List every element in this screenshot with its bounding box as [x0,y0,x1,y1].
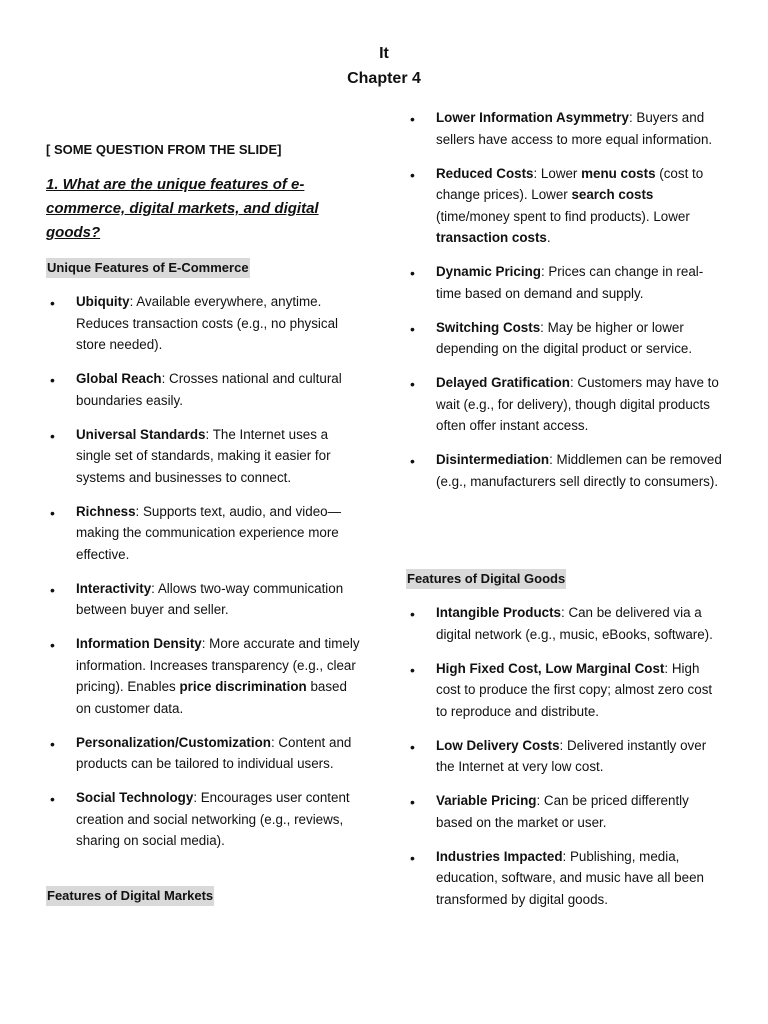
list-item: • Disintermediation: Middlemen can be removed (e.g., manufacturers sell directly to consumers). [410,452,722,489]
bullet-icon: • [410,376,415,392]
bullet-icon: • [50,427,55,444]
chapter-title: Chapter 4 [347,70,421,87]
list-item: • Universal Standards: The Internet uses a single set of standards, making it easier for systems and businesses to connect. [50,426,331,485]
list-item: • Reduced Costs: Lower menu costs (cost to change prices). Lower search costs (time/money spent to find products). Lower transaction costs. [410,165,704,245]
ecommerce-list [46,291,364,864]
list-item: • Global Reach: Crosses national and cultural boundaries easily. [50,371,342,408]
list-item: • Low Delivery Costs: Delivered instantly over the Internet at very low cost. [410,737,707,774]
bullet-icon: • [50,637,55,653]
list-item: • Richness: Supports text, audio, and video—making the communication experience more effective. [50,503,341,562]
list-item: • High Fixed Cost, Low Marginal Cost: High cost to produce the first copy; almost zero cost to reproduce and distribute. [410,660,713,719]
bullet-icon: • [410,166,415,183]
bullet-icon: • [410,453,415,469]
list-item: • Social Technology: Encourages user content creation and social networking (e.g., reviews, sharing on social media). [50,790,350,848]
list-item: • Personalization/Customization: Content and products can be tailored to individual users. [50,734,352,771]
goods-heading: Features of Digital Goods [406,569,566,589]
list-item: • Interactivity: Allows two-way communication between buyer and seller. [50,580,344,617]
list-item: • Switching Costs: May be higher or lower depending on the digital product or service. [410,319,693,356]
list-item: • Intangible Products: Can be delivered via a digital network (e.g., music, eBooks, software). [410,605,713,642]
bullet-icon: • [50,791,55,807]
bullet-icon: • [410,794,415,810]
list-item: • Industries Impacted: Publishing, media, education, software, and music have all been transformed by digital goods. [410,848,704,907]
bullet-icon: • [410,661,415,678]
bullet-icon: • [50,295,55,311]
ecommerce-heading: Unique Features of E-Commerce [46,258,250,278]
list-item: • Delayed Gratification: Customers may have to wait (e.g., for delivery), though digital products often offer instant access. [410,375,719,433]
bullet-icon: • [50,504,55,521]
list-item: • Ubiquity: Available everywhere, anytime. Reduces transaction costs (e.g., no physical store needed). [50,294,338,352]
question-1: 1. What are the unique features of e-commerce, digital markets, and digital goods? [46,176,319,241]
goods-list [406,602,726,923]
list-item: • Lower Information Asymmetry: Buyers and sellers have access to more equal information. [410,110,713,147]
some-question-heading: [ SOME QUESTION FROM THE SLIDE] [46,142,282,157]
bullet-icon: • [50,372,55,388]
bullet-icon: • [410,738,415,755]
bullet-icon: • [410,111,415,127]
bullet-icon: • [410,606,415,622]
bullet-icon: • [410,265,415,281]
bullet-icon: • [50,735,55,752]
bullet-icon: • [410,849,415,866]
document-title: It [379,45,389,62]
list-item: • Information Density: More accurate and timely information. Increases transparency (e.g., clear pricing). Enables price discrimination based on customer data. [50,636,360,716]
list-item: • Variable Pricing: Can be priced differently based on the market or user. [410,793,689,830]
list-item: • Dynamic Pricing: Prices can change in real-time based on demand and supply. [410,264,704,301]
bullet-icon: • [50,581,55,598]
bullet-icon: • [410,320,415,337]
markets-heading: Features of Digital Markets [46,886,214,906]
markets-list [406,107,726,505]
